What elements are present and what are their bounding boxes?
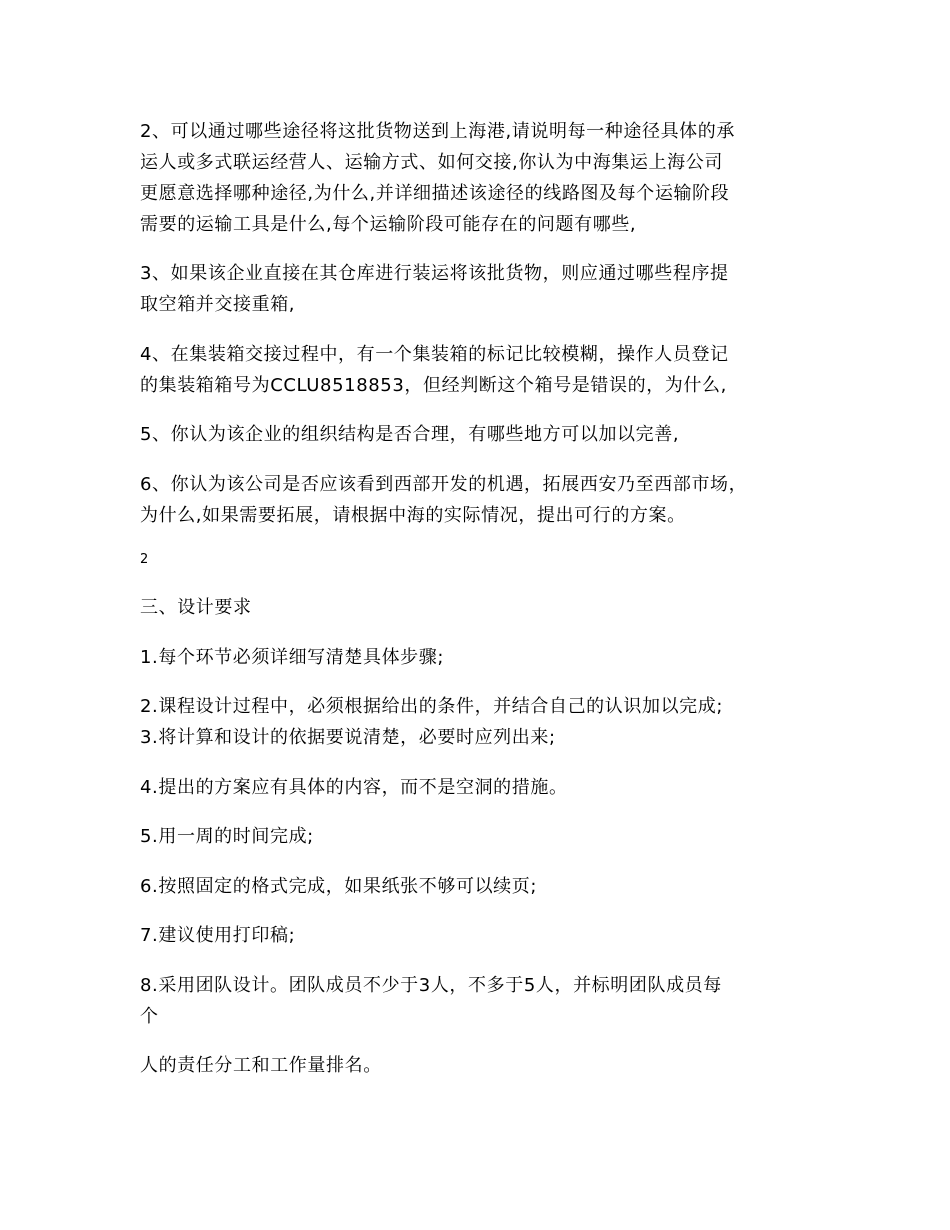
requirement-1	[140, 642, 830, 673]
requirement-5-text: 5.用一周的时间完成;	[140, 826, 314, 847]
question-4-line-2: 的集装箱箱号为CCLU8518853，但经判断这个箱号是错误的，为什么,	[140, 375, 727, 396]
question-6-line-2: 为什么,如果需要拓展，请根据中海的实际情况，提出可行的方案。	[140, 505, 686, 526]
question-5-line-1: 5、你认为该企业的组织结构是否合理，有哪些地方可以加以完善,	[140, 424, 680, 445]
requirement-6	[140, 871, 830, 902]
requirement-8-line-1: 8.采用团队设计。团队成员不少于3人，不多于5人，并标明团队成员每	[140, 975, 722, 996]
question-2-line-3: 更愿意选择哪种途径,为什么,并详细描述该途径的线路图及每个运输阶段	[140, 183, 730, 204]
requirement-3-text: 3.将计算和设计的依据要说清楚，必要时应列出来;	[140, 727, 556, 748]
requirement-6-text: 6.按照固定的格式完成，如果纸张不够可以续页;	[140, 876, 538, 897]
question-2	[140, 116, 830, 240]
page-number: 2	[140, 552, 149, 567]
question-3	[140, 258, 830, 320]
requirement-7-text: 7.建议使用打印稿;	[140, 925, 296, 946]
question-3-line-2: 取空箱并交接重箱,	[140, 294, 296, 315]
requirement-7	[140, 920, 830, 951]
question-5	[140, 419, 830, 450]
requirement-8-continuation	[140, 1050, 830, 1081]
section-heading	[140, 592, 830, 623]
question-2-line-4: 需要的运输工具是什么,每个运输阶段可能存在的问题有哪些,	[140, 214, 637, 235]
requirement-5	[140, 821, 830, 852]
requirement-8	[140, 970, 830, 1032]
question-2-line-2: 运人或多式联运经营人、运输方式、如何交接,你认为中海集运上海公司	[140, 152, 723, 173]
requirement-2-3	[140, 691, 830, 753]
question-2-line-1: 2、可以通过哪些途径将这批货物送到上海港,请说明每一种途径具体的承	[140, 121, 735, 142]
question-6-line-1: 6、你认为该公司是否应该看到西部开发的机遇，拓展西安乃至西部市场，	[140, 474, 748, 495]
requirement-8-line-2: 个	[140, 1006, 159, 1027]
requirement-8-line-3: 人的责任分工和工作量排名。	[140, 1055, 382, 1076]
question-4-line-1: 4、在集装箱交接过程中，有一个集装箱的标记比较模糊，操作人员登记	[140, 344, 729, 365]
requirement-1-text: 1.每个环节必须详细写清楚具体步骤;	[140, 647, 445, 668]
question-4	[140, 339, 830, 401]
section-heading-text: 三、设计要求	[140, 597, 252, 618]
question-3-line-1: 3、如果该企业直接在其仓库进行装运将该批货物，则应通过哪些程序提	[140, 263, 729, 284]
requirement-4	[140, 772, 830, 803]
question-6	[140, 469, 830, 531]
requirement-4-text: 4.提出的方案应有具体的内容，而不是空洞的措施。	[140, 777, 568, 798]
requirement-2-text: 2.课程设计过程中，必须根据给出的条件，并结合自己的认识加以完成;	[140, 696, 724, 717]
